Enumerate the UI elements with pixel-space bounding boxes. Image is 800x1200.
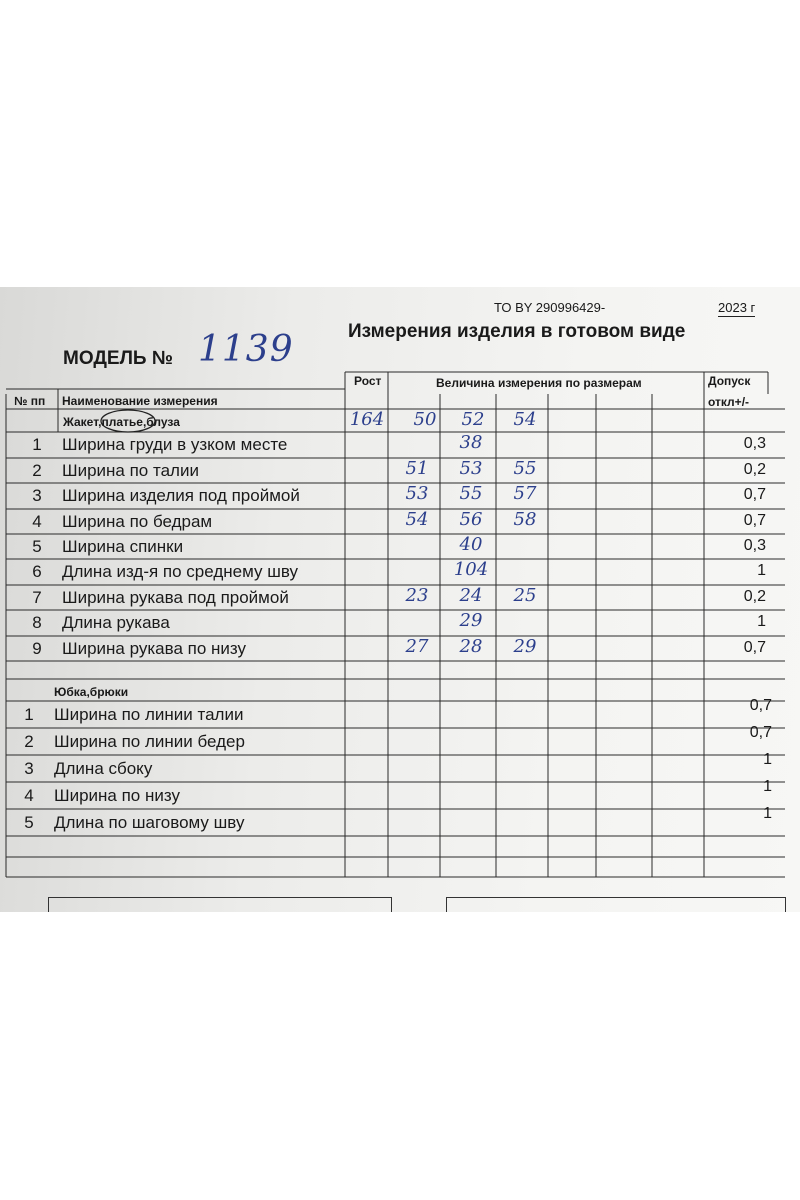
document-year: 2023 г: [718, 300, 756, 315]
measurement-name: Длина изд-я по среднему шву: [62, 562, 298, 581]
measurement-name: Ширина рукава по низу: [62, 639, 247, 658]
measurement-value: 25: [513, 585, 537, 606]
tolerance-value: 1: [763, 751, 772, 768]
measurement-value: 51: [405, 458, 429, 479]
tolerance-value: 1: [757, 613, 766, 630]
measurement-value: 24: [459, 585, 483, 606]
measurement-value: 53: [405, 483, 429, 504]
tolerance-value: 1: [757, 562, 766, 579]
document-title: Измерения изделия в готовом виде: [348, 321, 686, 342]
measurement-value: 55: [513, 458, 537, 479]
row-number: 3: [24, 759, 34, 778]
measurement-value: 38: [459, 432, 483, 453]
measurement-value: 29: [513, 636, 537, 657]
measurement-value: 53: [459, 458, 483, 479]
row-number: 5: [32, 537, 42, 556]
measurement-name: Ширина по бедрам: [62, 512, 213, 531]
measurement-name: Длина рукава: [62, 613, 170, 632]
measurement-name: Ширина по линии талии: [54, 705, 244, 724]
measurement-value: 27: [405, 636, 429, 657]
measurement-name: Длина по шаговому шву: [54, 813, 245, 832]
tolerance-value: 0,7: [743, 486, 766, 503]
model-label: МОДЕЛЬ №: [63, 348, 174, 369]
size-header-2: 52: [461, 409, 485, 430]
measurement-sheet-photo: [0, 287, 800, 912]
tolerance-value: 1: [763, 778, 772, 795]
row-number: 1: [24, 705, 34, 724]
model-number-handwritten: 1139: [198, 329, 294, 370]
size-header-3: 54: [513, 409, 537, 430]
measurement-name: Ширина рукава под проймой: [62, 588, 289, 607]
measurement-value: 28: [459, 636, 483, 657]
row-number: 7: [32, 588, 42, 607]
row-number: 2: [24, 732, 34, 751]
measurement-value: 104: [453, 559, 489, 580]
measurement-value: 56: [459, 509, 483, 530]
row-number: 2: [32, 461, 42, 480]
measurement-value: 55: [459, 483, 483, 504]
measurement-name: Ширина груди в узком месте: [62, 435, 288, 454]
tolerance-value: 0,7: [743, 512, 766, 529]
tolerance-value: 0,3: [743, 435, 766, 452]
row-number: 8: [32, 613, 42, 632]
tolerance-value: 0,7: [743, 639, 766, 656]
tolerance-value: 1: [763, 805, 772, 822]
row-number: 4: [24, 786, 34, 805]
measurement-name: Ширина спинки: [62, 537, 184, 556]
measurement-name: Длина сбоку: [54, 759, 153, 778]
measurement-name: Ширина по талии: [62, 461, 199, 480]
measurement-name: Ширина по низу: [54, 786, 180, 805]
bottom-left-box: [48, 897, 392, 912]
col-header-sizes: Величина измерения по размерам: [436, 376, 642, 390]
bottom-right-box: [446, 897, 786, 912]
measurement-value: 23: [405, 585, 429, 606]
row-number: 3: [32, 486, 42, 505]
col-header-tolerance: Допуск: [708, 374, 751, 388]
col-header-number: № пп: [14, 394, 46, 408]
tolerance-value: 0,7: [749, 697, 772, 714]
row-number: 9: [32, 639, 42, 658]
tolerance-value: 0,2: [743, 461, 766, 478]
col-header-height: Рост: [354, 374, 382, 388]
measurement-value: 29: [459, 610, 483, 631]
measurement-name: Ширина изделия под проймой: [62, 486, 300, 505]
section-garment-title: Жакет,платье,блуза: [63, 415, 180, 429]
row-number: 6: [32, 562, 42, 581]
col-header-name: Наименование измерения: [62, 394, 218, 408]
size-header-1: 50: [413, 409, 437, 430]
tolerance-value: 0,2: [743, 588, 766, 605]
measurement-name: Ширина по линии бедер: [54, 732, 245, 751]
measurement-value: 58: [513, 509, 537, 530]
standard-code: ТО BY 290996429-: [494, 300, 606, 315]
row-number: 4: [32, 512, 42, 531]
col-header-tolerance-sub: откл+/-: [708, 395, 750, 409]
section-skirt-title: Юбка,брюки: [54, 685, 129, 699]
tolerance-value: 0,3: [743, 537, 766, 554]
measurement-value: 57: [513, 483, 537, 504]
tolerance-value: 0,7: [749, 724, 772, 741]
row-number: 1: [32, 435, 42, 454]
row-number: 5: [24, 813, 34, 832]
height-value: 164: [349, 409, 385, 430]
measurement-value: 40: [459, 534, 483, 555]
measurement-value: 54: [405, 509, 429, 530]
